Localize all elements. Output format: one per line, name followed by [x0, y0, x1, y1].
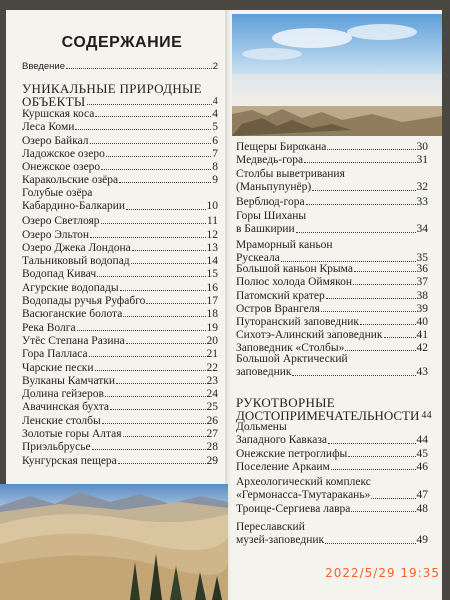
toc-right-troice: [236, 502, 428, 515]
toc-entry: [22, 413, 218, 426]
photo-timestamp: 2022/5/29 19:35: [325, 566, 440, 580]
toc-entry: [236, 302, 428, 315]
toc-entry-label: Путоранский заповедник: [236, 315, 360, 328]
toc-entry-page: 23: [206, 374, 218, 387]
toc-entry-label: Озеро Эльтон: [22, 228, 90, 241]
dot-leader: [105, 396, 206, 397]
toc-entry-label-line1: Горы Шиханы: [236, 210, 307, 222]
dot-leader: [75, 129, 211, 130]
toc-entry: [22, 374, 218, 387]
toc-entry-page: 24: [206, 388, 218, 401]
toc-entry: [236, 328, 428, 341]
toc-entry-page: 14: [206, 255, 218, 268]
toc-entry-multiline: [236, 421, 428, 447]
toc-entry-label: Золотые горы Алтая: [22, 428, 122, 441]
dot-leader: [326, 298, 416, 299]
toc-entry-label: Патомский кратер: [236, 289, 325, 302]
toc-entry-page: 49: [416, 534, 428, 546]
toc-entry: [22, 214, 218, 227]
toc-entry-label: Рускеала: [236, 252, 280, 264]
toc-entry-label: Онежское озеро: [22, 160, 101, 173]
section-heading-page: 4: [212, 96, 218, 107]
dot-leader: [95, 116, 211, 117]
toc-entry: [22, 107, 218, 120]
toc-entry-label: Полюс холода Оймякон: [236, 276, 353, 289]
toc-entry-label: Утёс Степана Разина: [22, 334, 125, 347]
dot-leader: [66, 68, 212, 69]
toc-entry: [22, 453, 218, 466]
toc-entry-page: 8: [212, 160, 218, 173]
dot-leader: [296, 232, 416, 233]
toc-entry-label-line1: Голубые озёра: [22, 187, 93, 199]
salt-lake-photo: [232, 14, 442, 136]
toc-entry-label: Большой каньон Крыма: [236, 263, 353, 276]
toc-entry-label: Долина гейзеров: [22, 388, 104, 401]
dot-leader: [131, 263, 206, 264]
toc-entry-label: Чарские пески: [22, 361, 94, 374]
toc-entry-page: 31: [416, 154, 428, 166]
toc-entry-page: 37: [416, 276, 428, 289]
toc-entry-page: 28: [206, 441, 218, 454]
toc-entry-page: 46: [416, 461, 428, 473]
dot-leader: [123, 436, 206, 437]
toc-entry-label: в Башкирии: [236, 223, 295, 235]
toc-entry-label-line1: Большой Арктический: [236, 353, 348, 365]
toc-entry: [22, 387, 218, 400]
toc-entry-label: Троице-Сергиева лавра: [236, 503, 351, 515]
toc-entry: [236, 446, 428, 460]
dot-leader: [371, 498, 415, 499]
sand-dunes-photo: [0, 484, 228, 600]
toc-entry-page: 22: [206, 361, 218, 374]
toc-entry-label: Кабардино-Балкарии: [22, 200, 126, 212]
toc-entry-label: Введение: [22, 61, 66, 72]
toc-entry: [22, 440, 218, 453]
dot-leader: [101, 223, 206, 224]
toc-entry-label-line2: [236, 223, 428, 236]
toc-entry-label-line1: Столбы выветривания: [236, 168, 345, 180]
toc-entry-page: 34: [416, 223, 428, 235]
toc-entry: [22, 347, 218, 360]
toc-entry-label: Река Волга: [22, 321, 76, 334]
toc-entry-page: 33: [416, 196, 428, 208]
toc-entry-label: Тальниковый водопад: [22, 255, 130, 268]
toc-entry: [236, 275, 428, 288]
toc-entry: [236, 502, 428, 515]
toc-left-list-1: [22, 107, 218, 186]
toc-entry-label: «Гермонасса-Тмутаракань»: [236, 489, 371, 501]
toc-entry-multiline: [22, 187, 218, 213]
toc-entry-page: 20: [206, 334, 218, 347]
toc-entry-page: 30: [416, 141, 428, 153]
toc-entry-page: 44: [416, 434, 428, 446]
toc-entry: [236, 315, 428, 328]
toc-entry-label: музей-заповедник: [236, 534, 325, 546]
toc-entry-page: 19: [206, 321, 218, 334]
dot-leader: [321, 311, 416, 312]
toc-entry-label-line2: [236, 181, 428, 194]
toc-entry-label-line1: Дольмены: [236, 421, 287, 433]
toc-entry: [22, 427, 218, 440]
section-heading-line1: РУКОТВОРНЫЕ: [236, 395, 336, 410]
toc-entry: [236, 460, 428, 474]
toc-left-list-2: [22, 214, 218, 467]
dot-leader: [351, 511, 415, 512]
toc-entry-multiline: [236, 521, 428, 547]
toc-entry-label-line1: Археологический комплекс: [236, 476, 371, 488]
toc-entry: [22, 294, 218, 307]
dot-leader: [146, 303, 205, 304]
toc-entry-label: Пещеры Бирακана: [236, 141, 327, 153]
dot-leader: [312, 190, 415, 191]
toc-entry: [22, 360, 218, 373]
toc-entry-label: Вулканы Камчатки: [22, 374, 116, 387]
toc-entry-label: Поселение Аркаим: [236, 461, 330, 473]
toc-entry: [236, 195, 428, 208]
toc-entry: [22, 320, 218, 333]
toc-entry-multiline: [236, 476, 428, 502]
dot-leader: [328, 443, 415, 444]
toc-entry-page: 9: [212, 174, 218, 187]
toc-entry-page: 11: [206, 215, 218, 228]
toc-entry: [236, 153, 428, 166]
dot-leader: [292, 375, 415, 376]
toc-entry-page: 2: [212, 61, 218, 72]
toc-entry: [22, 59, 218, 72]
toc-entry-page: 41: [416, 329, 428, 342]
dot-leader: [89, 356, 206, 357]
toc-entry-page: 5: [212, 121, 218, 134]
toc-entry-page: 25: [206, 401, 218, 414]
toc-entry: [22, 334, 218, 347]
toc-entry-page: 17: [206, 295, 218, 308]
toc-entry: [22, 307, 218, 320]
toc-entry-label: Кунгурская пещера: [22, 454, 117, 467]
toc-entry-label: Верблюд-гора: [236, 196, 305, 208]
toc-entry: [22, 227, 218, 240]
toc-entry-label-line2: [236, 534, 428, 547]
toc-right-list-1: [236, 140, 428, 166]
dot-leader: [325, 543, 415, 544]
toc-right-list-2: [236, 262, 428, 354]
toc-entry-page: 39: [416, 302, 428, 315]
toc-entry-label: Озеро Джека Лондона: [22, 241, 131, 254]
toc-entry-page: 42: [416, 342, 428, 355]
toc-entry-page: 4: [212, 108, 218, 121]
toc-entry: [22, 173, 218, 186]
dot-leader: [327, 149, 415, 150]
toc-entry-label: Васюганские болота: [22, 308, 123, 321]
toc-entry-page: 38: [416, 289, 428, 302]
toc-entry: [22, 120, 218, 133]
dot-leader: [120, 290, 206, 291]
toc-entry-label: Заповедник «Столбы»: [236, 342, 345, 355]
toc-entry-label: заповедник: [236, 366, 292, 378]
toc-entry: [22, 147, 218, 160]
dot-leader: [348, 456, 415, 457]
toc-entry-label: Медведь-гора: [236, 154, 304, 166]
dot-leader: [106, 156, 211, 157]
toc-entry-page: 45: [416, 447, 428, 460]
toc-entry-label-line2: [236, 489, 428, 502]
toc-entry: [22, 400, 218, 413]
toc-entry: [236, 262, 428, 275]
dot-leader: [132, 250, 206, 251]
toc-entry-label-line2: [22, 200, 218, 213]
dot-leader: [118, 463, 206, 464]
toc-entry-page: 10: [206, 200, 218, 212]
dot-leader: [123, 316, 205, 317]
dot-leader: [331, 469, 416, 470]
dot-leader: [90, 237, 205, 238]
toc-entry: [236, 288, 428, 301]
dot-leader: [87, 104, 212, 105]
toc-entry-page: 40: [416, 315, 428, 328]
toc-entry-label: Остров Врангеля: [236, 302, 320, 315]
dot-leader: [354, 271, 416, 272]
dot-leader: [77, 330, 206, 331]
toc-entry-label: Водопады ручья Руфабго: [22, 295, 146, 308]
dot-leader: [345, 350, 415, 351]
page-title: СОДЕРЖАНИЕ: [61, 34, 183, 51]
toc-entry-page: 27: [206, 428, 218, 441]
toc-entry-page: 47: [416, 489, 428, 501]
dot-leader: [360, 324, 415, 325]
dot-leader: [119, 182, 211, 183]
dot-leader: [353, 284, 415, 285]
toc-entry-label-line1: Мраморный каньон: [236, 239, 333, 251]
dot-leader: [110, 409, 205, 410]
toc-entry-label: Каракольские озёра: [22, 174, 119, 187]
dot-leader: [97, 276, 205, 277]
toc-entry-page: 29: [206, 454, 218, 467]
toc-right-verbljud: [236, 195, 428, 208]
toc-entry: [22, 133, 218, 146]
dot-leader: [101, 169, 211, 170]
toc-entry-multiline: [236, 210, 428, 236]
toc-entry-page: 16: [206, 281, 218, 294]
dot-leader: [126, 209, 205, 210]
toc-entry-label: Западного Кавказа: [236, 434, 328, 446]
toc-entry-page: 21: [206, 348, 218, 361]
toc-entry-page: 36: [416, 263, 428, 276]
toc-entry-label: Озеро Светлояр: [22, 215, 100, 228]
dot-leader: [95, 370, 206, 371]
toc-entry-label: Агурские водопады: [22, 281, 119, 294]
toc-entry: [22, 267, 218, 280]
dot-leader: [304, 162, 415, 163]
toc-entry-label: Водопад Кивач: [22, 268, 97, 281]
toc-entry-page: 35: [416, 252, 428, 264]
toc-right-list-3: [236, 446, 428, 473]
toc-entry-label: (Маньпупунёр): [236, 181, 312, 193]
toc-entry-page: 15: [206, 268, 218, 281]
toc-entry-page: 32: [416, 181, 428, 193]
toc-entry-label: Онежские петроглифы: [236, 447, 348, 460]
toc-entry-page: 18: [206, 308, 218, 321]
toc-entry-multiline: [236, 168, 428, 194]
dot-leader: [384, 337, 416, 338]
toc-entry-label: Куршская коса: [22, 108, 95, 121]
toc-entry-label: Гора Палласа: [22, 348, 88, 361]
toc-entry-page: 6: [212, 134, 218, 147]
toc-entry-label-line1: Переславский: [236, 521, 305, 533]
section-heading-page: 44: [421, 410, 432, 421]
toc-entry-label: Приэльбрусье: [22, 441, 91, 454]
section-heading-text: ДОСТОПРИМЕЧАТЕЛЬНОСТИ: [236, 408, 420, 423]
toc-intro: [22, 59, 218, 72]
toc-entry-label: Леса Коми: [22, 121, 75, 134]
toc-entry-page: 43: [416, 366, 428, 378]
section-heading-line1: УНИКАЛЬНЫЕ ПРИРОДНЫЕ: [22, 81, 202, 96]
dot-leader: [306, 204, 416, 205]
section-man-made: [236, 395, 432, 423]
toc-entry-page: 7: [212, 147, 218, 160]
dot-leader: [92, 449, 206, 450]
dot-leader: [126, 343, 206, 344]
dot-leader: [102, 423, 206, 424]
section-heading-text: ОБЪЕКТЫ: [22, 94, 86, 109]
toc-entry-label: Авачинская бухта: [22, 401, 110, 414]
toc-entry: [22, 160, 218, 173]
toc-entry-label: Ладожское озеро: [22, 147, 105, 160]
toc-entry: [22, 241, 218, 254]
toc-entry-multiline: [236, 353, 428, 379]
toc-entry: [236, 140, 428, 153]
section-natural-objects: [22, 82, 218, 108]
toc-entry-page: 48: [416, 503, 428, 515]
toc-entry-page: 12: [206, 228, 218, 241]
toc-entry-page: 26: [206, 414, 218, 427]
toc-entry-label: Ленские столбы: [22, 414, 101, 427]
toc-entry: [22, 280, 218, 293]
toc-entry-label-line2: [236, 366, 428, 379]
dot-leader: [116, 383, 205, 384]
toc-entry: [22, 254, 218, 267]
toc-entry-label: Озеро Байкал: [22, 134, 89, 147]
toc-entry-label: Сихотэ-Алинский заповедник: [236, 329, 383, 342]
toc-entry-page: 13: [206, 241, 218, 254]
dot-leader: [90, 143, 212, 144]
